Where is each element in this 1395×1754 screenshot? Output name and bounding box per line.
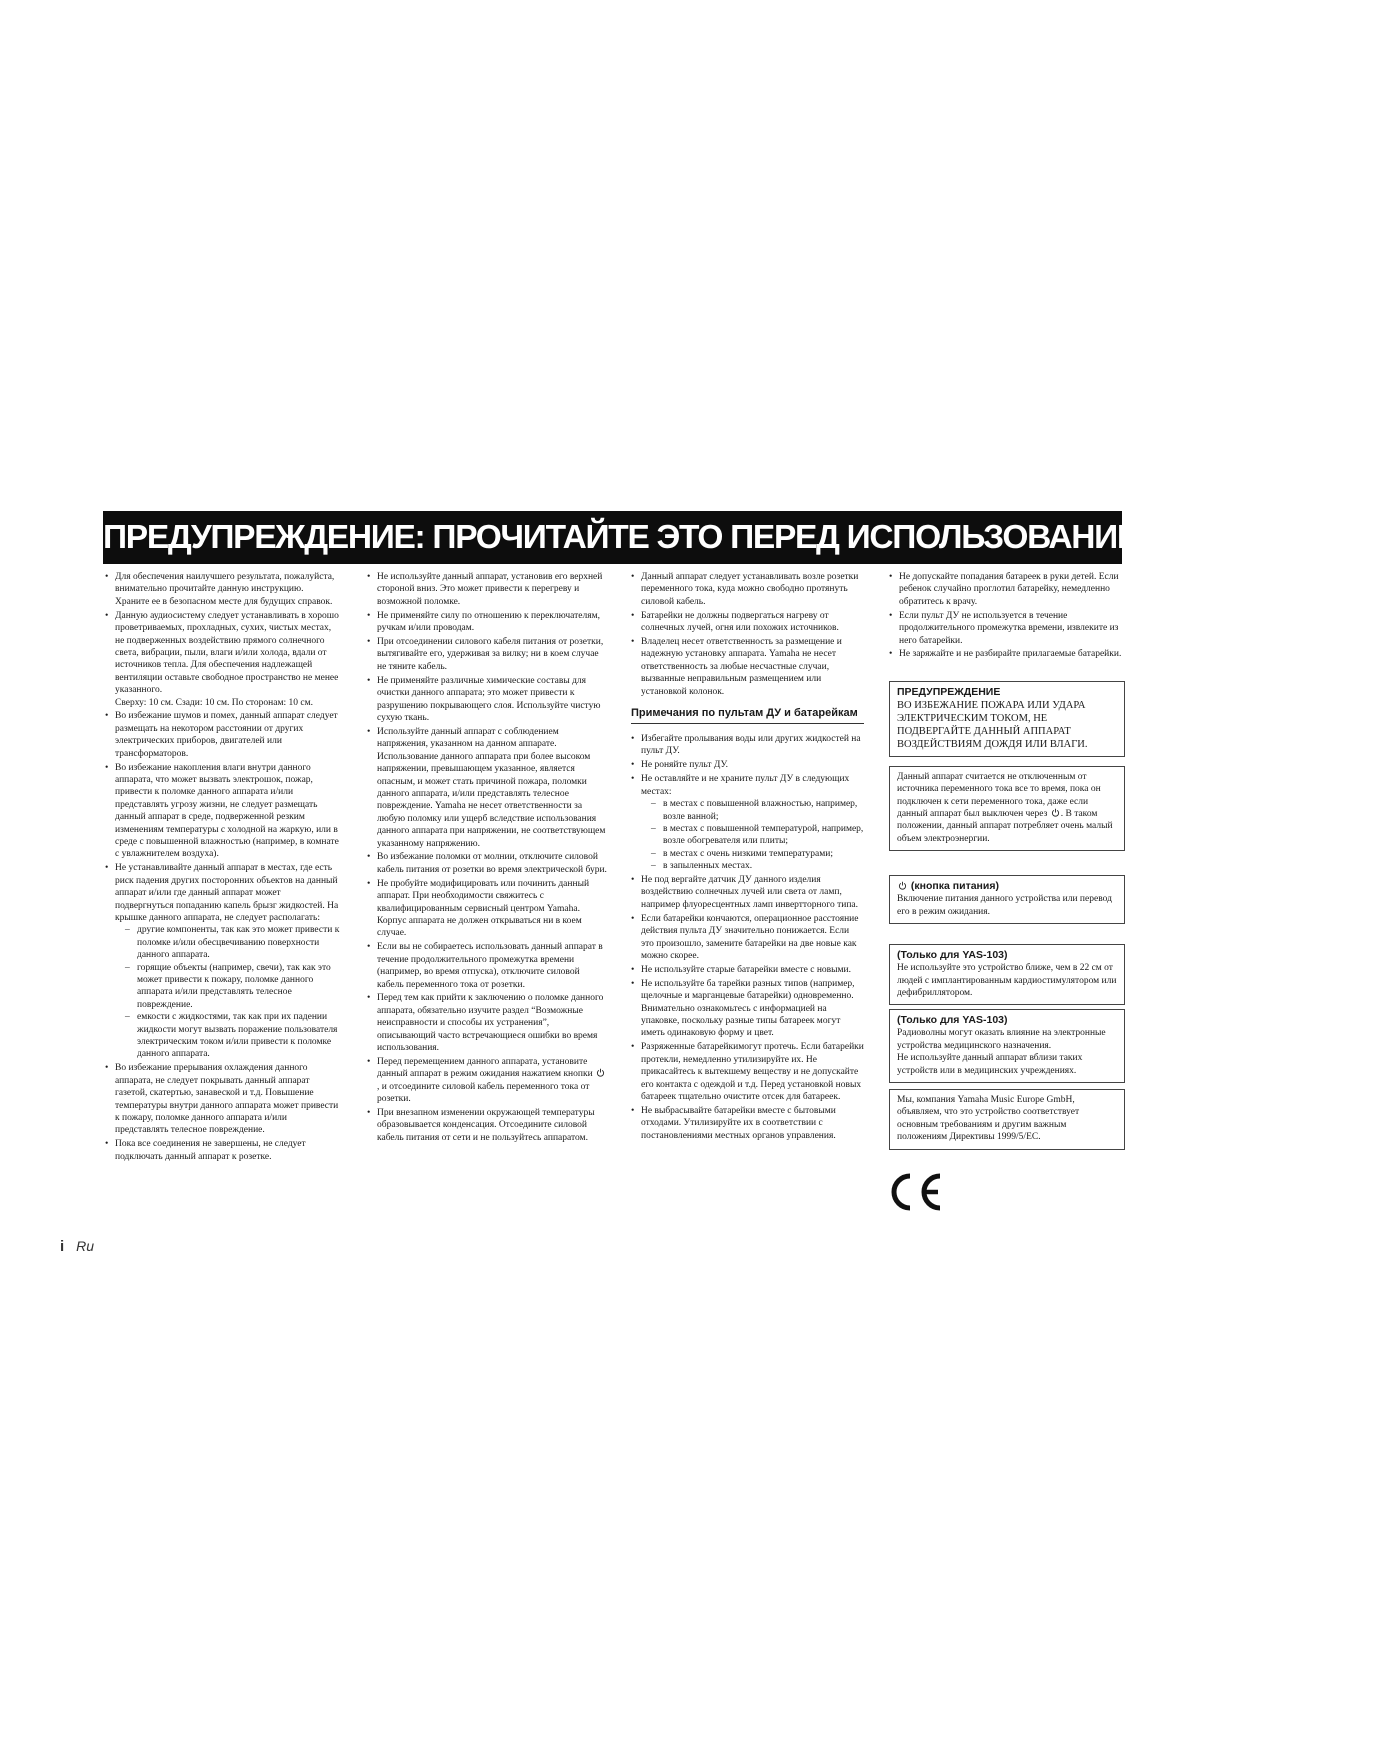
list-item: • Во избежание поломки от молнии, отключите силовой кабель питания от розетки во время электрической бури.: [367, 851, 607, 876]
list-item: • Пока все соединения не завершены, не следует подключать данный аппарат к розетке.: [105, 1138, 340, 1163]
yas103-box-title: (Только для YAS-103): [897, 1014, 1008, 1027]
sub-list-item: – емкости с жидкостями, так как при их падении жидкости могут вызвать поражение пользователя электрическим током и/или привести к поломке данного аппарата.: [115, 1011, 340, 1061]
clearance-text: Сверху: 10 см. Сзади: 10 см. По сторонам: 10 см.: [115, 697, 313, 708]
power-button-box: [889, 875, 1125, 924]
list-item: [631, 773, 864, 872]
yas103-box-text: Не используйте это устройство ближе, чем в 22 см от людей с имплантированным кардиостимулятором или дефибриллятором.: [897, 963, 1117, 998]
yas103-pacemaker-box: [889, 944, 1125, 1005]
list-item: • Перед тем как прийти к заключению о поломке данного аппарата, обязательно изучите раздел “Возможные неисправности и способы их устранения”, описывающий часто встречающиеся ошибки во время использования.: [367, 992, 607, 1054]
list-item: • Владелец несет ответственность за размещение и надежную установку аппарата. Yamaha не несет ответственность за любые несчастные случаи, вызванные неправильным размещением или установкой колонок.: [631, 636, 864, 698]
sub-list: [115, 924, 340, 1060]
list-item: • Не используйте старые батарейки вместе с новыми.: [631, 964, 864, 976]
column-1: [105, 571, 340, 1165]
list-item-text: Не устанавливайте данный аппарат в местах, где есть риск падения других посторонних объектов на данный аппарат и/или где данный аппарат может подвергнуться попаданию капель брызг жидкостей. На крышке данного аппарата, не следует располагать:: [115, 863, 339, 923]
list-item: • Если вы не собираетесь использовать данный аппарат в течение продолжительного промежутка времени (например, во время отпуска), отключите силовой кабель переменного тока от розетки.: [367, 941, 607, 991]
list-item: • Не допускайте попадания батареек в руки детей. Если ребенок случайно проглотил батарейку, немедленно обратитесь к врачу.: [889, 571, 1125, 608]
list-item: • Используйте данный аппарат с соблюдением напряжения, указанном на данном аппарате. Использование данного аппарата при более высоком напряжении, превышающем указанное, является опасным, и может стать причиной пожара, поломки данного аппарата, и/или представлять телесное повреждение. Yamaha не несет ответственности за любую поломку или ущерб вследствие использования данного аппарата при напряжении, не соответствующем указанному напряжению.: [367, 726, 607, 850]
list-item-text: Данную аудиосистему следует устанавливать в хорошо проветриваемых, прохладных, сухих, чистых местах, не подверженных воздействию прямого солнечного света, вибрации, пыли, влаги и/или холода, вдали от источников тепла. Для обеспечения надлежащей вентиляции оставьте свободное пространство не менее указанного.: [115, 610, 339, 696]
column-2: [367, 571, 607, 1146]
column-3: [631, 571, 864, 1144]
standby-info-text: Данный аппарат считается не отключенным от источника переменного тока все то время, пока он подключен к сети переменного тока, даже если данный аппарат был выключен через: [897, 771, 1101, 820]
list-item: • Батарейки не должны подвергаться нагреву от солнечных лучей, огня или похожих источников.: [631, 610, 864, 635]
list-item: • При внезапном изменении окружающей температуры образовывается конденсация. Отсоедините силовой кабель питания от сети и не пользуйтесь аппаратом.: [367, 1107, 607, 1144]
list-item: • Не пробуйте модифицировать или починить данный аппарат. При необходимости свяжитесь с квалифицированным сервисный центром Yamaha. Корпус аппарата не должен открываться ни в коем случае.: [367, 878, 607, 940]
yas103-radio-box: [889, 1009, 1125, 1083]
power-icon: [596, 1068, 605, 1077]
list-item: • Если пульт ДУ не используется в течение продолжительного промежутка времени, извлеките из него батарейки.: [889, 610, 1125, 647]
list-item: • Избегайте пролывания воды или других жидкостей на пульт ДУ.: [631, 733, 864, 758]
sub-list: [641, 798, 864, 872]
list-item: • Для обеспечения наилучшего результата, пожалуйста, внимательно прочитайте данную инструкцию. Храните ее в безопасном месте для будущих справок.: [105, 571, 340, 608]
list-item: • Не заряжайте и не разбирайте прилагаемые батарейки.: [889, 648, 1125, 660]
list-item: • Если батарейки кончаются, операционное расстояние действия пульта ДУ значительно понижается. Если это произошло, замените батарейки на две новые как можно скорее.: [631, 913, 864, 963]
warning-box-title: ПРЕДУПРЕЖДЕНИЕ: [897, 685, 1001, 698]
list-item-text: Перед перемещением данного аппарата, установите данный аппарат в режим ожидания нажатием кнопки: [377, 1056, 593, 1080]
standby-info-text: . В таком положении, данный аппарат потребляет очень малый объем электроэнергии.: [897, 809, 1113, 844]
list-item: • Не роняйте пульт ДУ.: [631, 759, 864, 771]
yas103-box-title: (Только для YAS-103): [897, 949, 1008, 962]
list-item: [105, 610, 340, 709]
sub-list-item: – в местах с повышенной влажностью, например, возле ванной;: [641, 798, 864, 823]
yas103-box-text: Не используйте данный аппарат вблизи таких устройств или в медицинских учреждениях.: [897, 1053, 1083, 1076]
list-item: • Не под вергайте датчик ДУ данного изделия воздействию солнечных лучей или света от ламп, например флуоресцентных ламп инвертторного типа.: [631, 874, 864, 911]
list-item: • Во избежание накопления влаги внутри данного аппарата, что может вызвать электрошок, пожар, привести к поломке данного аппарата и/или представлять угрозу жизни, не следует размещать данный аппарат в среде, подверженной резким изменениям температуры с холодной на жаркую, или в среде с повышенной влажностью (например, в комнате с увлажнителем воздуха).: [105, 762, 340, 861]
sub-list-item: – в местах с очень низкими температурами;: [641, 848, 864, 860]
list-item: [367, 1056, 607, 1106]
standby-info-box: [889, 766, 1125, 851]
list-item: • Во избежание прерывания охлаждения данного аппарата, не следует покрывать данный аппарат газетой, скатертью, занавеской и т.д. Повышение температуры внутри данного аппарата может привести к пожару, поломке данного аппарата и/или представлять телесное повреждение.: [105, 1062, 340, 1136]
list-item-text: , и отсоедините силовой кабель переменного тока от розетки.: [377, 1081, 590, 1105]
remote-section-heading: Примечания по пультам ДУ и батарейкам: [631, 706, 864, 724]
ce-mark-icon: [888, 1172, 946, 1212]
list-item: • Не применяйте силу по отношению к переключателям, ручкам и/или проводам.: [367, 610, 607, 635]
list-item-text: Не оставляйте и не храните пульт ДУ в следующих местах:: [641, 774, 850, 797]
list-item: • Не используйте данный аппарат, установив его верхней стороной вниз. Это может привести к перегреву и возможной поломке.: [367, 571, 607, 608]
power-icon: [898, 881, 907, 890]
ec-declaration-text: Мы, компания Yamaha Music Europe GmbH, объявляем, что это устройство соответствует основным требованиям и другим важным положениям Директивы 1999/5/EC.: [897, 1094, 1080, 1143]
sub-list-item: – в местах с повышенной температурой, например, возле обогревателя или плиты;: [641, 823, 864, 848]
sub-list-item: – в запыленных местах.: [641, 860, 864, 872]
yas103-box-text: Радиоволны могут оказать влияние на электронные устройства медицинского назначения.: [897, 1028, 1106, 1051]
power-button-title-row: [897, 880, 1117, 893]
power-button-text: Включение питания данного устройства или перевод его в режим ожидания.: [897, 894, 1112, 917]
list-item: • Не применяйте различные химические составы для очистки данного аппарата; это может привести к разрушению покрывающего слоя. Используйте чистую сухую ткань.: [367, 675, 607, 725]
list-item: • Не используйте ба тарейки разных типов (например, щелочные и марганцевые батарейки) одновременно. Внимательно ознакомьтесь с информацией на упаковке, поскольку разные типы батареек могут иметь одинаковую форму и цвет.: [631, 978, 864, 1040]
list-item: • Не выбрасывайте батарейки вместе с бытовыми отходами. Утилизируйте их в соответствии с постановлениями местных органов управления.: [631, 1105, 864, 1142]
power-button-title: (кнопка питания): [910, 880, 999, 893]
warning-box-text: ВО ИЗБЕЖАНИЕ ПОЖАРА ИЛИ УДАРА ЭЛЕКТРИЧЕСКИМ ТОКОМ, НЕ ПОДВЕРГАЙТЕ ДАННЫЙ АППАРАТ ВОЗДЕЙСТВИЯМ ДОЖДЯ ИЛИ ВЛАГИ.: [897, 699, 1088, 750]
list-item: • Разряженные батарейкимогут протечь. Если батарейки протекли, немедленно утилизируйте их. Не прикасайтесь к вытекшему веществу и не допускайте его контакта с одеждой и т.д. Перед установкой новых батареек тщательно очистите отсек для батареек.: [631, 1041, 864, 1103]
column-4: [889, 571, 1125, 1159]
page-footer: [60, 1238, 94, 1255]
sub-list-item: – горящие объекты (например, свечи), так как это может привести к пожару, поломке данного аппарата и/или представлять телесное повреждение.: [115, 962, 340, 1012]
warning-box: [889, 681, 1125, 757]
warning-banner-title: ПРЕДУПРЕЖДЕНИЕ: ПРОЧИТАЙТЕ ЭТО ПЕРЕД ИСПОЛЬЗОВАНИЕМ УСТРОЙСТВА.: [103, 511, 1122, 564]
list-item: • При отсоединении силового кабеля питания от розетки, вытягивайте его, удерживая за вилку; ни в коем случае не тяните кабель.: [367, 636, 607, 673]
list-item: • Во избежание шумов и помех, данный аппарат следует размещать на некотором расстоянии от других электрических приборов, двигателей или трансформаторов.: [105, 710, 340, 760]
ec-declaration-box: [889, 1089, 1125, 1150]
sub-list-item: – другие компоненты, так как это может привести к поломке и/или обесцвечиванию поверхности данного аппарата.: [115, 924, 340, 961]
power-icon: [1051, 808, 1060, 817]
list-item: [105, 862, 340, 1061]
language-code: Ru: [76, 1238, 95, 1254]
page-number: i: [60, 1238, 65, 1255]
list-item: • Данный аппарат следует устанавливать возле розетки переменного тока, куда можно свободно протянуть силовой кабель.: [631, 571, 864, 608]
